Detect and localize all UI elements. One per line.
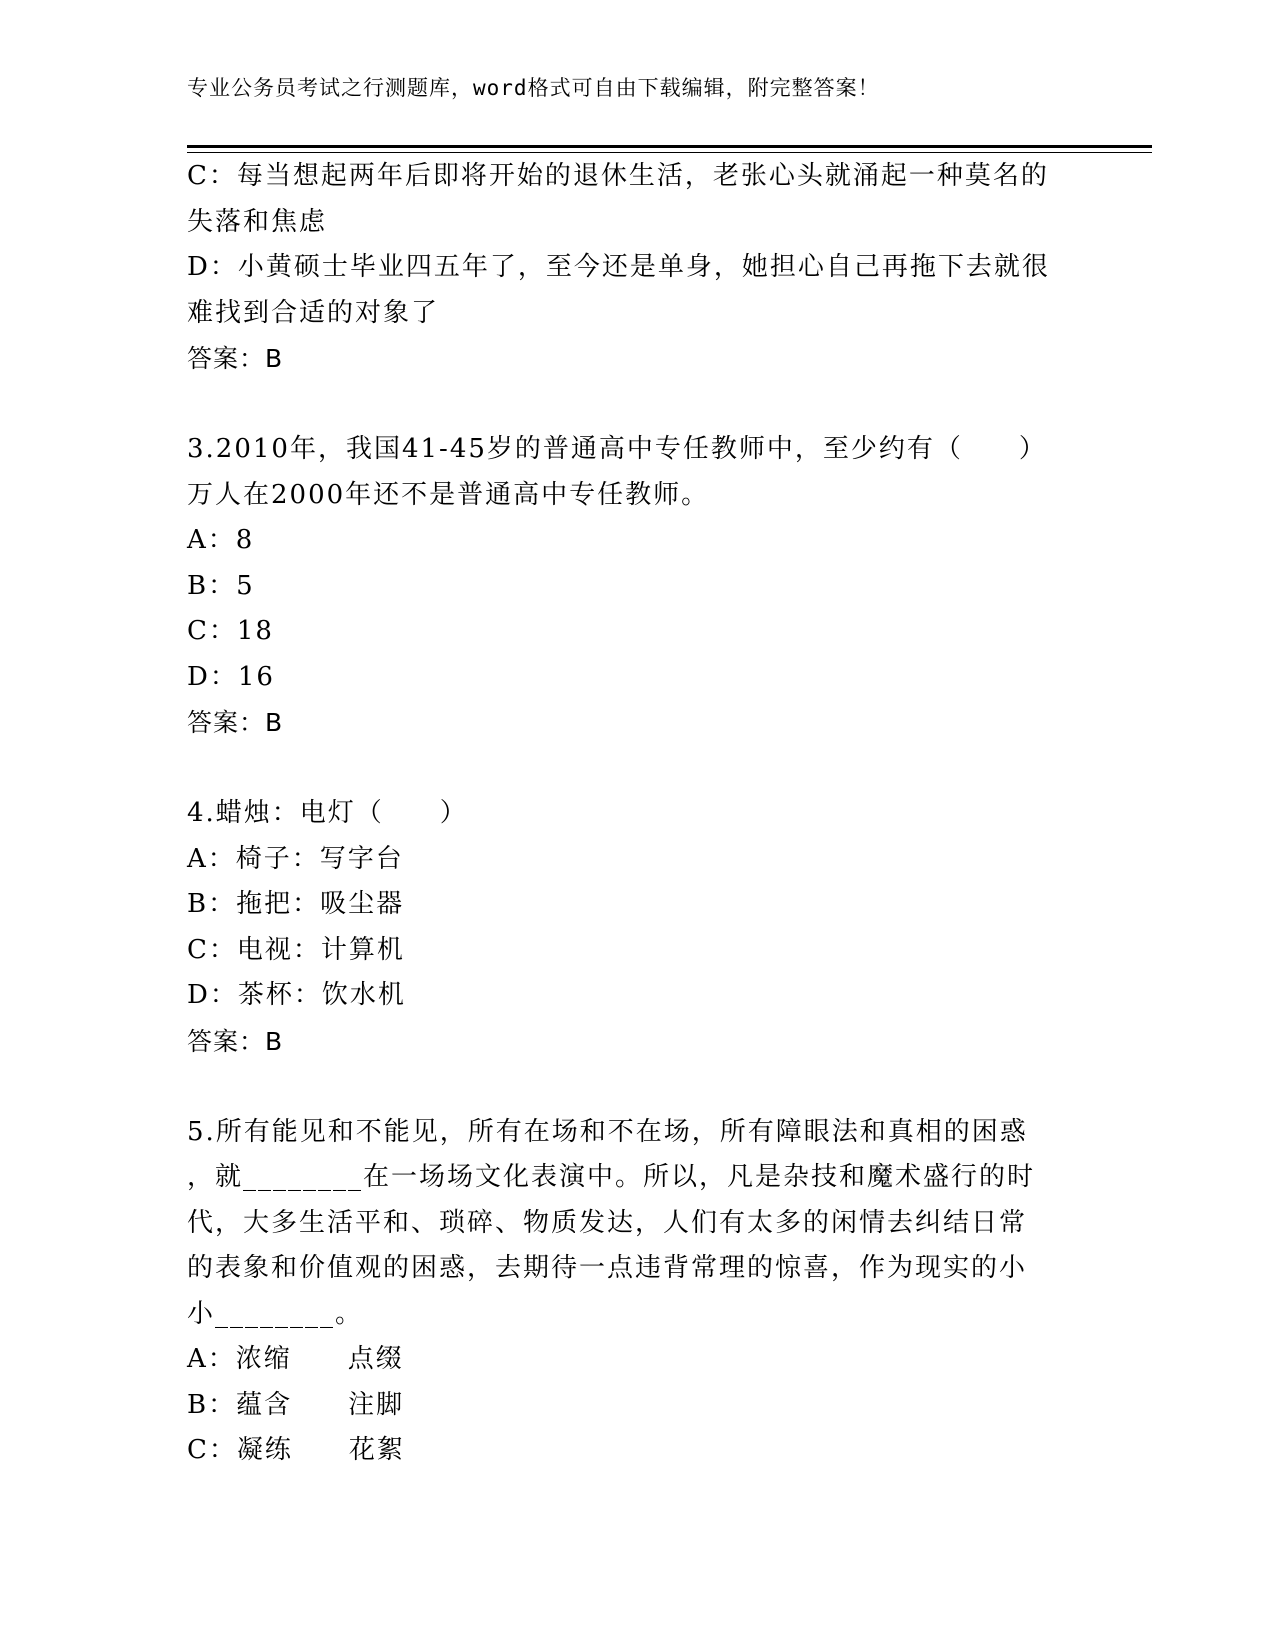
q4-option-a: A：椅子：写字台: [187, 843, 404, 874]
q3-stem-line2: 万人在2000年还不是普通高中专任教师。: [187, 479, 710, 510]
q5-stem-line4: 的表象和价值观的困惑，去期待一点违背常理的惊喜，作为现实的小: [187, 1253, 1028, 1283]
q5-stem-line1: 5.所有能见和不能见，所有在场和不在场，所有障眼法和真相的困惑: [187, 1116, 1028, 1147]
q5-stem-line3: 代，大多生活平和、琐碎、物质发达，人们有太多的闲情去纠结日常: [187, 1207, 1028, 1238]
q2-option-c-line1: C：每当想起两年后即将开始的退休生活，老张心头就涌起一种莫名的: [187, 161, 1049, 191]
question-content: [187, 154, 1087, 1474]
q2-answer: 答案：B: [187, 344, 284, 373]
q2-option-d-line1: D：小黄硕士毕业四五年了，至今还是单身，她担心自己再拖下去就很: [187, 252, 1050, 282]
q4-stem: 4.蜡烛：电灯（ ）: [187, 798, 468, 828]
q5-option-c: C：凝练 花絮: [187, 1435, 405, 1465]
q4-answer: 答案：B: [187, 1026, 284, 1056]
q3-answer: 答案：B: [187, 708, 284, 737]
q3-option-a: A：8: [187, 525, 255, 555]
q4-option-c: C：电视：计算机: [187, 934, 405, 965]
q4-option-b: B：拖把：吸尘器: [187, 889, 405, 919]
q3-option-b: B：5: [187, 570, 255, 601]
header-rule-thick: [187, 145, 1152, 148]
header-rule-thin: [187, 152, 1152, 153]
page-header: 专业公务员考试之行测题库，word格式可自由下载编辑，附完整答案！: [187, 76, 880, 100]
q4-option-d: D：茶杯：饮水机: [187, 980, 406, 1010]
q5-option-a: A：浓缩 点缀: [187, 1344, 404, 1374]
q3-option-d: D：16: [187, 661, 275, 692]
q3-stem-line1: 3.2010年，我国41-45岁的普通高中专任教师中，至少约有（ ）: [187, 434, 1047, 464]
q2-option-d-line2: 难找到合适的对象了: [187, 297, 440, 328]
q5-stem-line5: 小________。: [187, 1298, 364, 1329]
q3-option-c: C：18: [187, 616, 274, 646]
q5-option-b: B：蕴含 注脚: [187, 1389, 405, 1420]
q2-option-c-line2: 失落和焦虑: [187, 206, 328, 237]
q5-stem-line2: ，就________在一场场文化表演中。所以，凡是杂技和魔术盛行的时: [187, 1162, 1036, 1192]
